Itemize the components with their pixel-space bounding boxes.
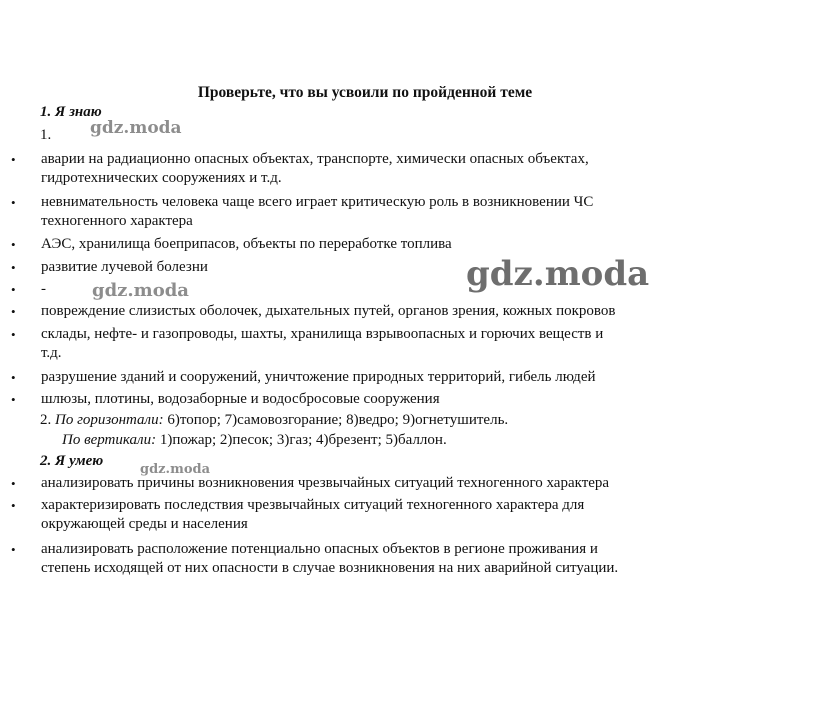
watermark-logo: gdz.moda — [90, 118, 182, 138]
page-title: Проверьте, что вы усвоили по пройденной теме — [197, 84, 533, 101]
bullet-icon: • — [11, 304, 16, 319]
list-item-text: повреждение слизистых оболочек, дыхательных путей, органов зрения, кожных покровов — [41, 303, 616, 319]
vertical-answers: 1)пожар; 2)песок; 3)газ; 4)брезент; 5)баллон. — [156, 432, 447, 448]
bullet-icon: • — [11, 260, 16, 275]
watermark-logo: gdz.moda — [466, 254, 650, 294]
list-item-text: аварии на радиационно опасных объектах, транспорте, химически опасных объектах, гидротехнических сооружениях и т.д. — [41, 151, 589, 186]
bullet-icon: • — [11, 195, 16, 210]
list-item-text: анализировать расположение потенциально опасных объектов в регионе проживания и степень исходящей от них опасности в случае возникновения на них аварийной ситуации. — [41, 541, 619, 576]
bullet-icon: • — [11, 392, 16, 407]
list-item-text: АЭС, хранилища боеприпасов, объекты по переработке топлива — [41, 236, 452, 252]
horizontal-answers: 6)топор; 7)самовозгорание; 8)ведро; 9)огнетушитель. — [163, 412, 509, 428]
bullet-icon: • — [11, 152, 16, 167]
list-item-text: анализировать причины возникновения чрезвычайных ситуаций техногенного характера — [41, 475, 610, 491]
bullet-icon: • — [11, 498, 16, 513]
section-heading-know: 1. Я знаю — [40, 104, 102, 120]
section-heading-can: 2. Я умею — [40, 453, 104, 469]
vertical-label: По вертикали: — [62, 432, 157, 448]
list-item-text: невнимательность человека чаще всего играет критическую роль в возникновении ЧС техногенного характера — [41, 194, 594, 229]
horizontal-label: По горизонтали: — [55, 412, 164, 428]
crossword-number: 2. — [40, 412, 52, 428]
bullet-icon: • — [11, 542, 16, 557]
list-item-text: разрушение зданий и сооружений, уничтожение природных территорий, гибель людей — [41, 369, 596, 385]
bullet-icon: • — [11, 327, 16, 342]
watermark-logo: gdz.moda — [92, 280, 189, 301]
crossword-vertical — [40, 430, 508, 450]
list-item-text: - — [41, 281, 46, 297]
subsection-number: 1. — [40, 127, 52, 143]
bullet-icon: • — [11, 370, 16, 385]
bullet-icon: • — [11, 237, 16, 252]
bullet-icon: • — [11, 282, 16, 297]
list-item-text: характеризировать последствия чрезвычайных ситуаций техногенного характера для окружающей среды и населения — [41, 497, 585, 532]
list-item-text: склады, нефте- и газопроводы, шахты, хранилища взрывоопасных и горючих веществ и т.д. — [41, 326, 604, 361]
list-item-text: развитие лучевой болезни — [41, 259, 208, 275]
watermark-logo: gdz.moda — [140, 462, 211, 477]
crossword-answers — [40, 410, 508, 450]
bullet-icon: • — [11, 476, 16, 491]
list-item-text: шлюзы, плотины, водозаборные и водосбросовые сооружения — [41, 391, 440, 407]
crossword-horizontal — [40, 410, 508, 430]
